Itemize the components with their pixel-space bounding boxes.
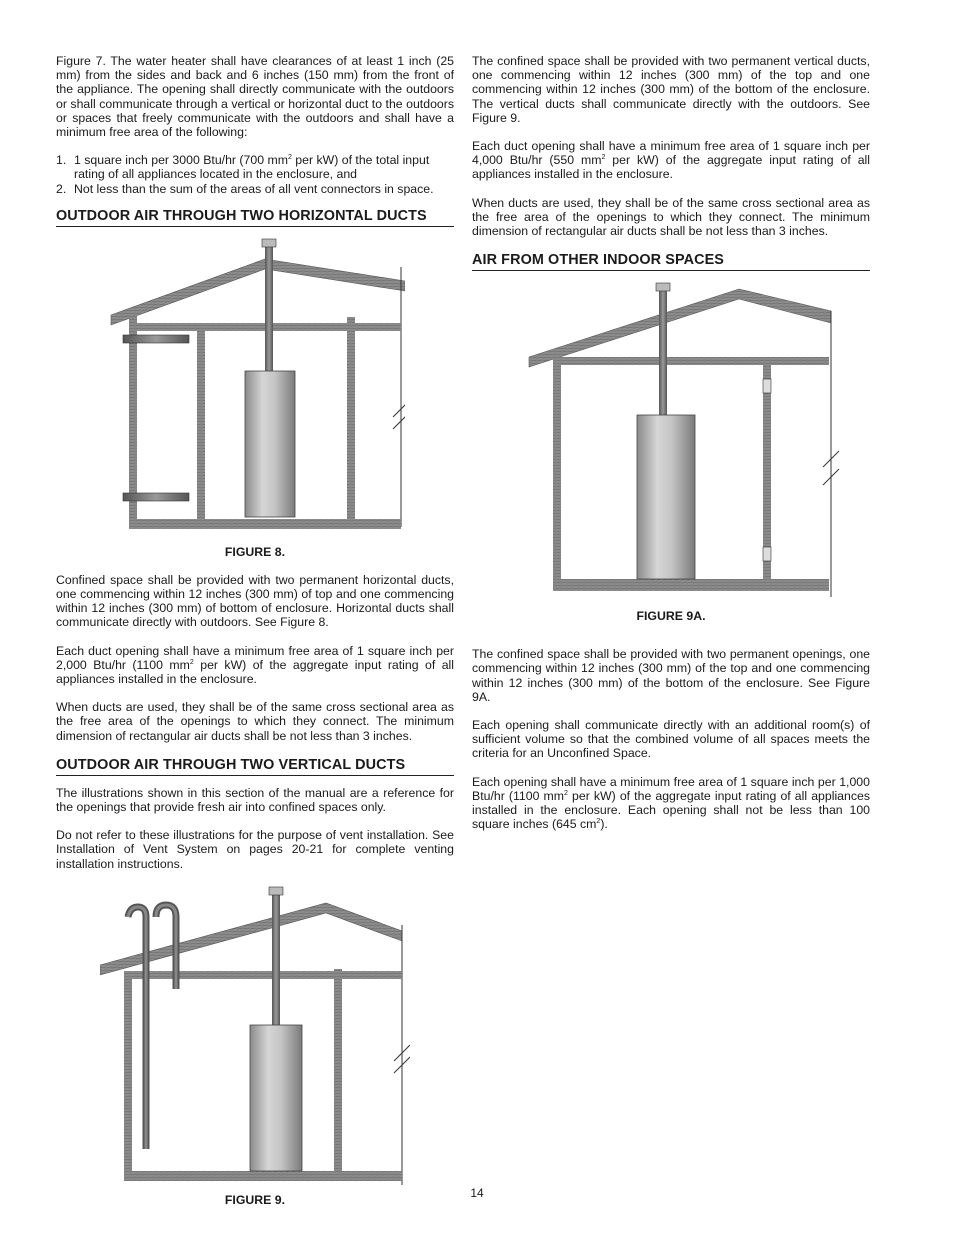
intro-paragraph: Figure 7. The water heater shall have clearances of at least 1 inch (25 mm) from the sides and back and 6 inches (150 mm) from the front of the appliance. The opening shall directly communicate with the outdoors or shall communicate through a vertical or horizontal duct to the outdoors or spaces that freely communicate with the outdoors and shall have a minimum free area of the following: [56,54,454,140]
figure-8-caption: FIGURE 8. [224,544,286,559]
indoor-paragraph-1: The confined space shall be provided with two permanent openings, one commencing within 12 inches (300 mm) of the top and one commencing within 12 inches (300 mm) of the bottom of the enclosure. See Figure 9A. [472,647,870,704]
heading-horizontal-ducts: OUTDOOR AIR THROUGH TWO HORIZONTAL DUCTS [56,208,454,227]
left-column [56,54,454,1221]
indoor-paragraph-3: Each opening shall have a minimum free area of 1 square inch per 1,000 Btu/hr (1100 $mm^2$ per kW) of the aggregate input rating of all appliances installed in the enclosure. Each opening shall not be less than 100 square inches (645 $cm^2$). [472,774,870,832]
figure-9a-illustration [501,281,841,601]
vertical-paragraph-2: Do not refer to these illustrations for the purpose of vent installation. See Installation of Vent System on pages 20-21 for complete venting installation instructions. [56,828,454,871]
right-column [472,54,870,845]
heading-vertical-ducts: OUTDOOR AIR THROUGH TWO VERTICAL DUCTS [56,757,454,776]
vertical-paragraph-1: The illustrations shown in this section of the manual are a reference for the openings that provide fresh air into confined spaces only. [56,785,454,815]
page-number: 14 [470,1186,484,1200]
figure-8-illustration [105,237,405,537]
right-paragraph-3: When ducts are used, they shall be of the same cross sectional area as the free area of the openings to which they connect. The minimum dimension of rectangular air ducts shall be not less than 3 inches. [472,195,870,239]
right-paragraph-1: The confined space shall be provided with two permanent vertical ducts, one commencing within 12 inches (300 mm) of the top and one commencing within 12 inches (300 mm) of the bottom of the enclosure. The vertical ducts shall communicate directly with the outdoors. See Figure 9. [472,54,870,125]
horizontal-paragraph-2: Each duct opening shall have a minimum free area of 1 square inch per 2,000 Btu/hr (1100 $mm^2$ per kW) of the aggregate input rating of all appliances installed in the enclosure. [56,643,454,687]
indoor-paragraph-2: Each opening shall communicate directly with an additional room(s) of sufficient volume so that the combined volume of all spaces meets the criteria for an Unconfined Space. [472,718,870,761]
horizontal-paragraph-3: When ducts are used, they shall be of the same cross sectional area as the free area of the openings to which they connect. The minimum dimension of rectangular air ducts shall be not less than 3 inches. [56,700,454,743]
figure-9a-caption: FIGURE 9A. [636,609,706,624]
figure-9-caption: FIGURE 9. [224,1192,286,1207]
heading-indoor-spaces: AIR FROM OTHER INDOOR SPACES [472,252,870,271]
list-item: 2. Not less than the sum of the areas of all vent connectors in space. [56,181,434,196]
right-paragraph-2: Each duct opening shall have a minimum free area of 1 square inch per 4,000 Btu/hr (550 $mm^2$ per kW) of the aggregate input rating of all appliances installed in the enclosure. [472,139,870,182]
list-item: 1. 1 square inch per 3000 Btu/hr (700 $mm^2$ per kW) of the total input rating of all appliances located in the enclosure, and [56,153,430,182]
horizontal-paragraph-1: Confined space shall be provided with two permanent horizontal ducts, one commencing within 12 inches (300 mm) of top and one commencing within 12 inches (300 mm) of bottom of enclosure. Horizontal ducts shall communicate directly with outdoors. See Figure 8. [56,572,454,630]
requirements-list [56,153,454,196]
figure-9-illustration [100,885,410,1185]
